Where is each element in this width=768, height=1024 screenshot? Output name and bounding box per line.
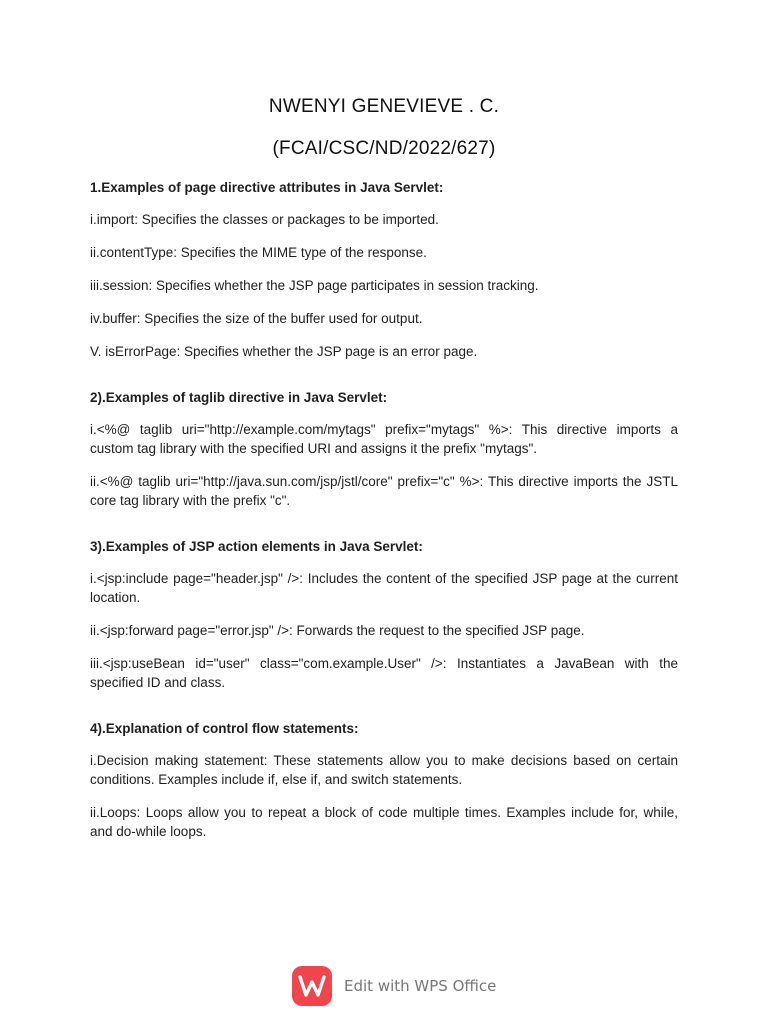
section-heading: 3).Examples of JSP action elements in Java Servlet: [90,539,423,554]
list-item: i.Decision making statement: These statements allow you to make decisions based on certain conditions. Examples include if, else if, and switch statements. [90,753,678,787]
list-item: i.import: Specifies the classes or packages to be imported. [90,212,439,227]
student-id: (FCAI/CSC/ND/2022/627) [272,138,496,159]
list-item: ii.<jsp:forward page="error.jsp" />: Forwards the request to the specified JSP page. [90,623,585,638]
list-item: iv.buffer: Specifies the size of the buffer used for output. [90,311,423,326]
document-body [90,178,678,841]
wps-edit-label: Edit with WPS Office [344,977,497,995]
section-heading: 1.Examples of page directive attributes in Java Servlet: [90,180,444,195]
list-item: iii.session: Specifies whether the JSP page participates in session tracking. [90,278,539,293]
list-item: ii.Loops: Loops allow you to repeat a block of code multiple times. Examples include for, while, and do-while loops. [90,805,678,839]
section-heading: 2).Examples of taglib directive in Java Servlet: [90,390,388,405]
list-item: V. isErrorPage: Specifies whether the JSP page is an error page. [90,344,478,359]
section-spacer [90,361,678,388]
author-name: NWENYI GENEVIEVE . C. [268,96,500,117]
section-spacer [90,510,678,537]
section-spacer [90,692,678,719]
list-item: iii.<jsp:useBean id="user" class="com.example.User" />: Instantiates a JavaBean with the specified ID and class. [90,656,678,690]
list-item: ii.contentType: Specifies the MIME type of the response. [90,245,427,260]
wps-office-logo-icon [292,966,332,1006]
wps-edit-button[interactable] [292,965,496,1007]
list-item: ii.<%@ taglib uri="http://java.sun.com/jsp/jstl/core" prefix="c" %>: This directive imports the JSTL core tag library with the prefix "c". [90,474,678,508]
list-item: i.<jsp:include page="header.jsp" />: Includes the content of the specified JSP page at the current location. [90,571,678,605]
section-heading: 4).Explanation of control flow statements: [90,721,359,736]
list-item: i.<%@ taglib uri="http://example.com/mytags" prefix="mytags" %>: This directive imports a custom tag library with the specified URI and assigns it the prefix "mytags". [90,422,678,456]
